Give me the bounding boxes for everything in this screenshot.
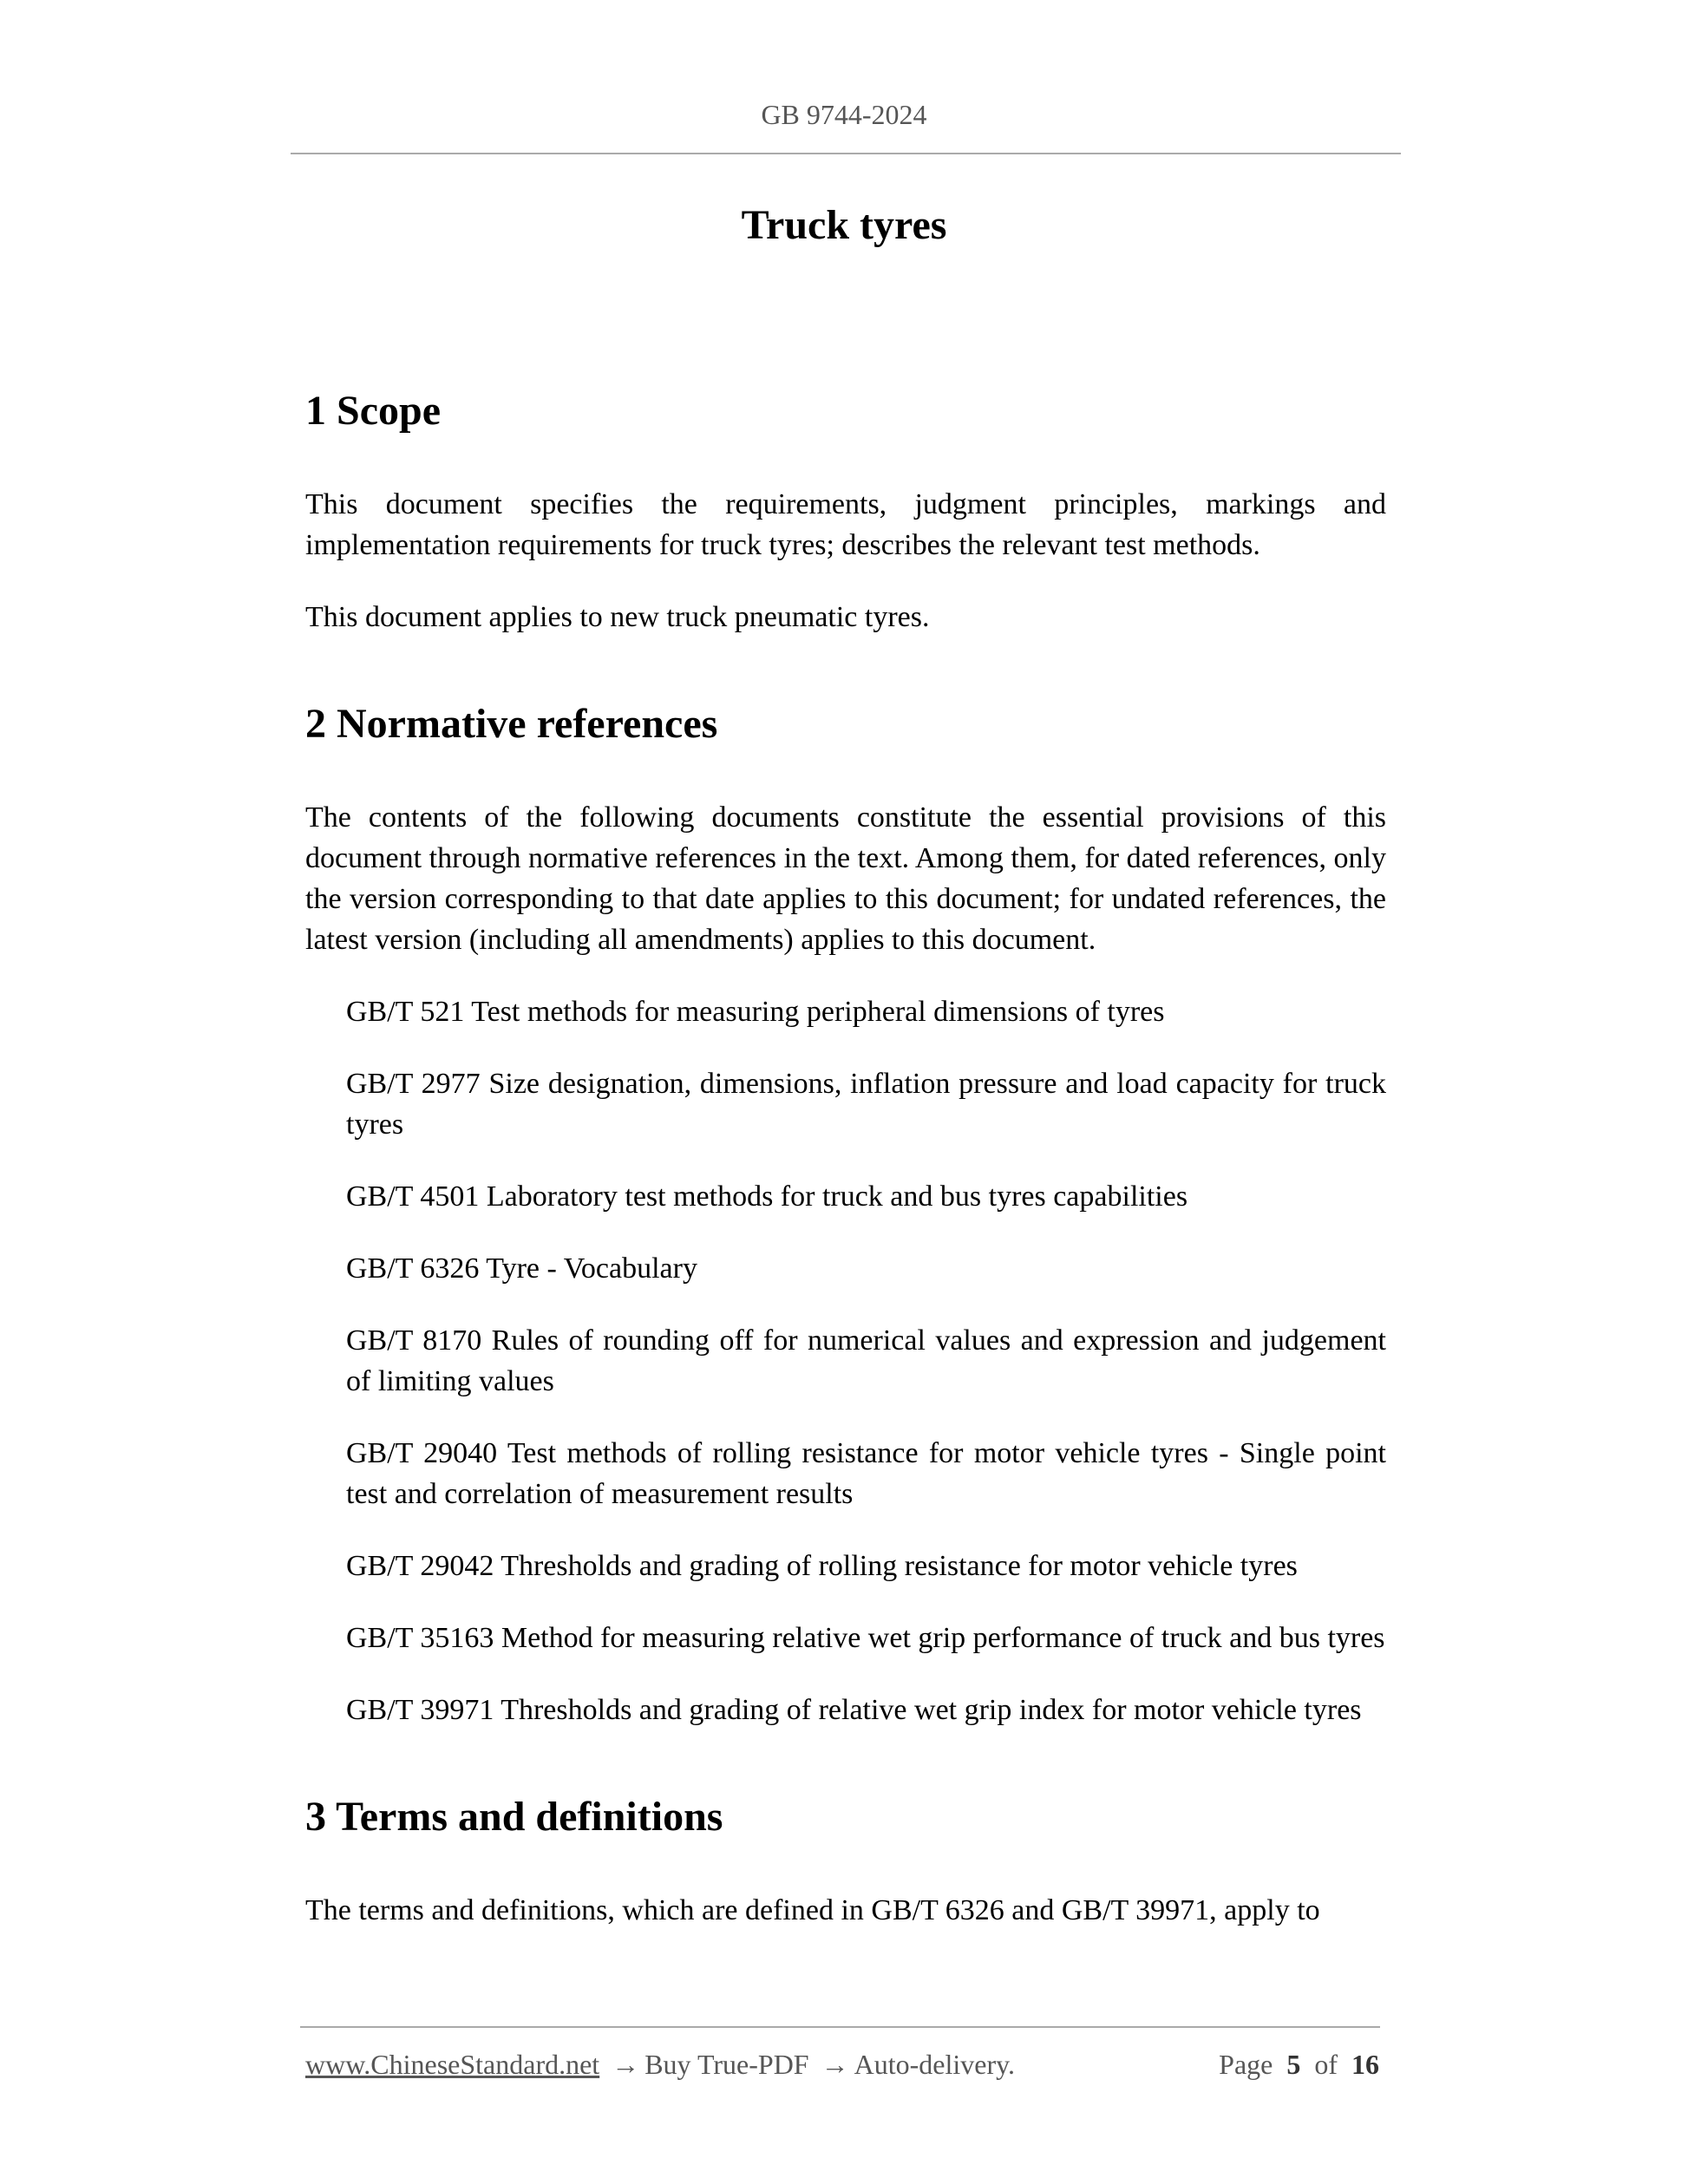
- scope-paragraph-1: This document specifies the requirements, judgment principles, markings and implementation requirements for truck tyres; describes the relevant test methods.: [305, 488, 1386, 561]
- reference-item: GB/T 39971 Thresholds and grading of relative wet grip index for motor vehicle tyres: [346, 1694, 1362, 1726]
- header-doc-code: GB 9744-2024: [761, 99, 927, 130]
- reference-item: GB/T 521 Test methods for measuring peripheral dimensions of tyres: [346, 996, 1165, 1028]
- reference-list: [305, 991, 1386, 1730]
- current-page-number: 5: [1286, 2049, 1301, 2080]
- header-divider: [291, 153, 1401, 154]
- document-title: Truck tyres: [741, 202, 947, 248]
- section-heading-terms-definitions: 3 Terms and definitions: [305, 1794, 723, 1840]
- reference-item: GB/T 29040 Test methods of rolling resistance for motor vehicle tyres - Single point test and correlation of measurement results: [346, 1437, 1386, 1510]
- terms-definitions-paragraph: The terms and definitions, which are defined in GB/T 6326 and GB/T 39971, apply to: [305, 1894, 1320, 1926]
- reference-item: GB/T 4501 Laboratory test methods for truck and bus tyres capabilities: [346, 1180, 1188, 1213]
- auto-delivery-text: Auto-delivery.: [854, 2049, 1016, 2080]
- reference-item: GB/T 6326 Tyre - Vocabulary: [346, 1252, 697, 1285]
- document-body: [305, 382, 1386, 1962]
- reference-item: GB/T 29042 Thresholds and grading of rolling resistance for motor vehicle tyres: [346, 1550, 1298, 1582]
- section-heading-normative-references: 2 Normative references: [305, 701, 718, 747]
- page-indicator: [1219, 2049, 1379, 2081]
- footer-divider: [300, 2026, 1380, 2028]
- page-label: Page: [1219, 2049, 1273, 2080]
- arrow-right-icon: →: [612, 2049, 640, 2080]
- scope-paragraph-2: This document applies to new truck pneumatic tyres.: [305, 601, 930, 633]
- normative-references-intro: The contents of the following documents constitute the essential provisions of this document through normative references in the text. Among them, for dated references, only the version corresponding to that date applies to this document; for undated references, the latest version (including all amendments) applies to this document.: [305, 801, 1386, 956]
- section-heading-scope: 1 Scope: [305, 388, 441, 434]
- footer-promo: [305, 2049, 1015, 2081]
- of-label: of: [1314, 2049, 1338, 2080]
- reference-item: GB/T 8170 Rules of rounding off for numerical values and expression and judgement of limiting values: [346, 1324, 1386, 1397]
- reference-item: GB/T 35163 Method for measuring relative wet grip performance of truck and bus tyres: [346, 1622, 1385, 1654]
- arrow-right-icon: →: [821, 2049, 849, 2080]
- reference-item: GB/T 2977 Size designation, dimensions, inflation pressure and load capacity for truck tyres: [346, 1068, 1386, 1141]
- chinese-standard-link[interactable]: www.ChineseStandard.net: [305, 2049, 600, 2080]
- buy-true-pdf-text: Buy True-PDF: [644, 2049, 809, 2080]
- total-page-count: 16: [1351, 2049, 1379, 2080]
